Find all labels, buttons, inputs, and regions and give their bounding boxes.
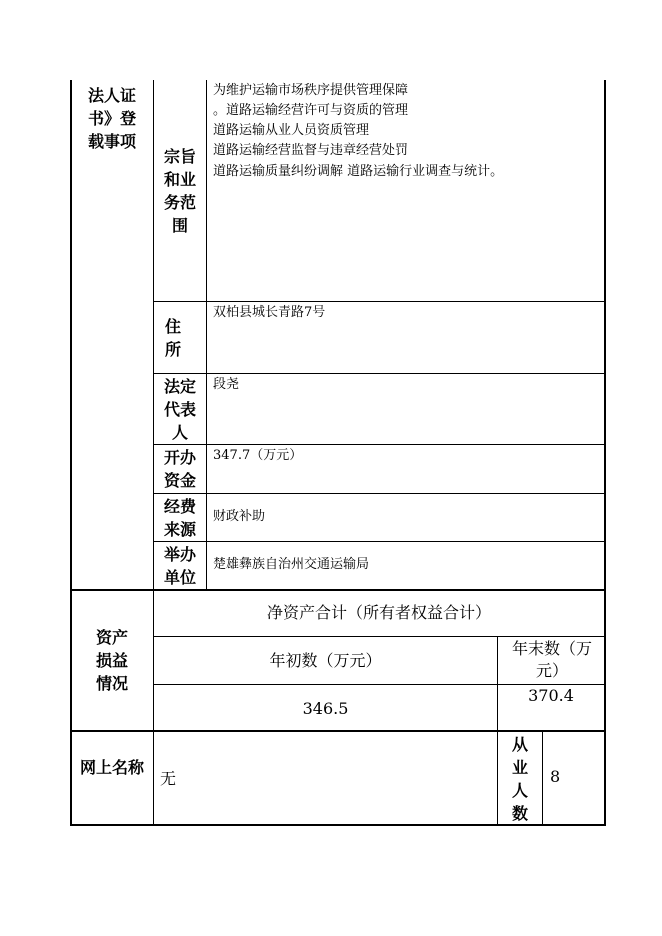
purpose-line-1: 为维护运输市场秩序提供管理保障 (213, 83, 409, 98)
purpose-line-3: 道路运输从业人员资质管理 (213, 123, 370, 138)
online-name-value: 无 (160, 769, 177, 788)
begin-year-label: 年初数（万元） (269, 651, 382, 670)
capital-label: 开办资金 (163, 448, 196, 490)
funding-label: 经费来源 (163, 497, 196, 539)
purpose-line-5: 道路运输质量纠纷调解 道路运输行业调查与统计。 (213, 164, 504, 179)
row-line-address (153, 373, 605, 374)
purpose-label: 宗旨和业务范围 (163, 147, 196, 235)
row-line-funding (153, 541, 605, 542)
end-year-label: 年末数（万元） (511, 639, 592, 680)
begin-year-value: 346.5 (302, 699, 349, 718)
border-left (70, 80, 72, 826)
capital-value: 347.7（万元） (213, 448, 303, 463)
row-line-capital (153, 493, 605, 494)
assets-section-label: 资产损益情况 (95, 628, 128, 693)
legal-rep-label: 法定代表人 (163, 377, 196, 442)
section-line-assets (70, 589, 606, 591)
registration-section-label: 法人证书》登载事项 (88, 86, 137, 151)
net-assets-header: 净资产合计（所有者权益合计） (266, 603, 491, 622)
staff-count-value: 8 (550, 767, 561, 786)
legal-rep-value: 段尧 (213, 377, 240, 392)
sponsor-label: 举办单位 (163, 545, 196, 587)
border-right (604, 80, 606, 826)
row-line-legalrep (153, 444, 605, 445)
section-line-online (70, 730, 606, 732)
purpose-line-2: 。道路运输经营许可与资质的管理 (213, 103, 409, 118)
divider-staff-col (542, 731, 543, 826)
funding-value: 财政补助 (213, 509, 266, 524)
online-name-label: 网上名称 (80, 758, 145, 777)
sponsor-value: 楚雄彝族自治州交通运输局 (213, 557, 370, 572)
staff-count-label: 从业人数 (511, 735, 528, 823)
row-line-purpose (153, 301, 605, 302)
purpose-line-4: 道路运输经营监督与违章经营处罚 (213, 143, 409, 158)
end-year-value: 370.4 (528, 686, 574, 705)
divider-label-col (206, 80, 207, 590)
row-line-assets-header (153, 636, 605, 637)
address-value: 双柏县城长青路7号 (213, 305, 326, 320)
address-label: 住所 (164, 317, 181, 359)
